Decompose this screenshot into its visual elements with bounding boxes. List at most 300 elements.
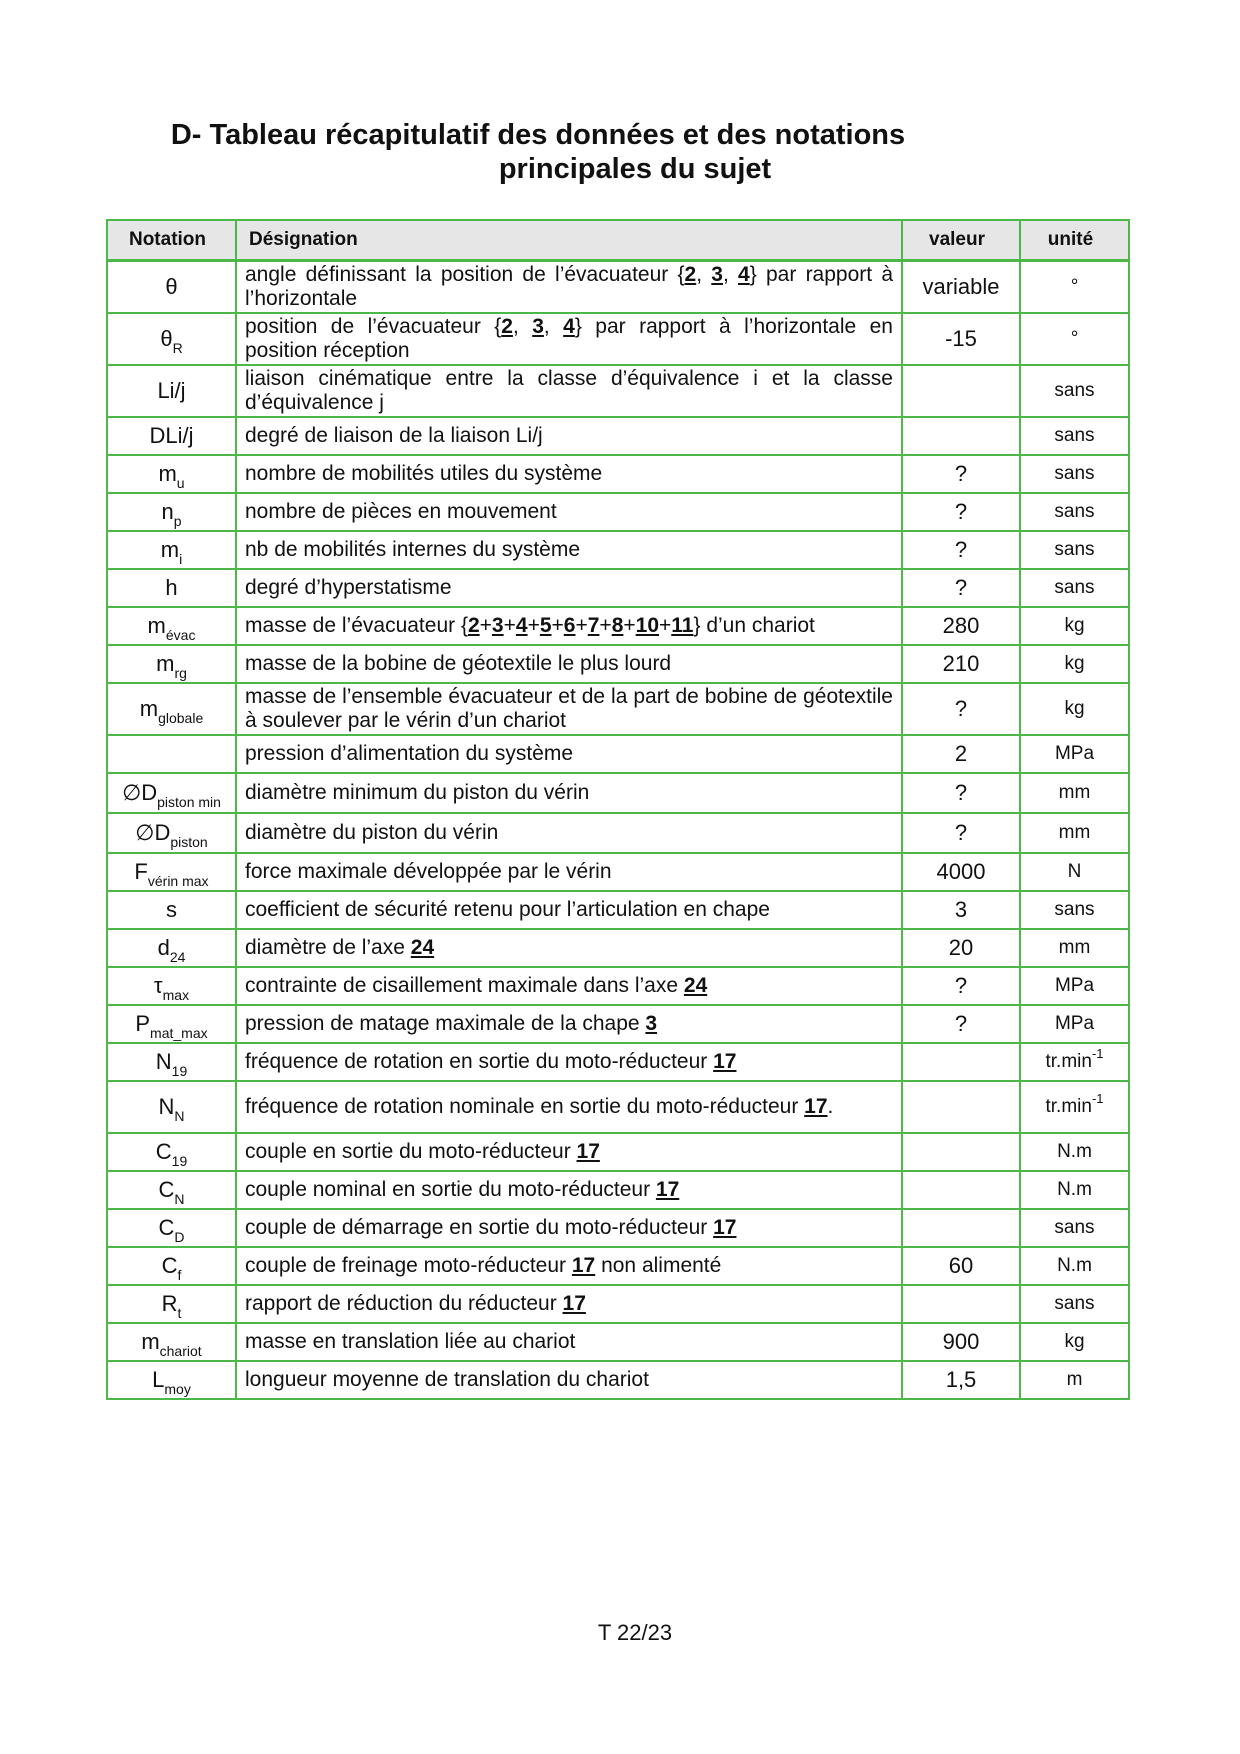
designation-cell <box>236 261 902 314</box>
notation-symbol: m <box>139 696 159 721</box>
unit-cell <box>1020 607 1129 645</box>
notation-subscript: p <box>173 513 182 529</box>
designation-cell <box>236 853 902 891</box>
unit-cell <box>1020 1209 1129 1247</box>
table-row <box>107 313 1129 365</box>
designation-cell <box>236 773 902 813</box>
table-row <box>107 813 1129 853</box>
notation-subscript: R <box>172 340 183 356</box>
notation-symbol: m <box>156 651 175 676</box>
notation-subscript: moy <box>164 1381 191 1397</box>
part-reference: 4 <box>563 315 575 338</box>
designation-text: masse de l’ensemble évacuateur et de la part de bobine de géotextile à soulever par le vérin d’un chariot <box>245 685 893 732</box>
notation-symbol: DLi/j <box>149 423 194 448</box>
table-row <box>107 261 1129 314</box>
designation-text: degré de liaison de la liaison Li/j <box>245 424 543 447</box>
table-row <box>107 1247 1129 1285</box>
header-unite: unité <box>1020 220 1129 261</box>
table-row <box>107 773 1129 813</box>
designation-text: degré d’hyperstatisme <box>245 576 452 599</box>
unit-cell <box>1020 261 1129 314</box>
notation-subscript: N <box>174 1108 185 1124</box>
notation-cell <box>107 683 236 735</box>
notation-cell <box>107 773 236 813</box>
part-reference: 6 <box>563 614 576 637</box>
unit-text: mm <box>1058 782 1091 803</box>
unit-cell <box>1020 1361 1129 1399</box>
designation-cell <box>236 735 902 773</box>
title-line-2: principales du sujet <box>498 153 772 185</box>
value-cell: -15 <box>902 313 1020 365</box>
unit-cell <box>1020 1247 1129 1285</box>
value-cell <box>902 1171 1020 1209</box>
table-header-row <box>107 220 1129 261</box>
value-cell <box>902 1285 1020 1323</box>
notation-cell <box>107 1247 236 1285</box>
unit-cell <box>1020 1005 1129 1043</box>
table-row <box>107 493 1129 531</box>
unit-text: sans <box>1054 539 1095 560</box>
unit-text: N.m <box>1057 1179 1092 1200</box>
notation-subscript: N <box>174 1191 185 1207</box>
unit-text: N.m <box>1057 1255 1092 1276</box>
unit-text: mm <box>1058 937 1091 958</box>
designation-text: rapport de réduction du réducteur <box>245 1292 563 1315</box>
unit-text: tr.min <box>1045 1096 1092 1117</box>
designation-cell <box>236 493 902 531</box>
designation-text: angle définissant la position de l’évacuateur { <box>245 263 685 286</box>
table-row <box>107 417 1129 455</box>
value-cell: ? <box>902 967 1020 1005</box>
notation-cell <box>107 1171 236 1209</box>
table-row <box>107 569 1129 607</box>
notation-cell <box>107 417 236 455</box>
part-reference: 17 <box>562 1292 586 1315</box>
designation-cell <box>236 891 902 929</box>
designation-cell <box>236 569 902 607</box>
table-row <box>107 645 1129 683</box>
notation-symbol: Li/j <box>157 378 186 403</box>
notation-symbol: d <box>157 935 170 960</box>
notation-subscript: 24 <box>169 949 186 965</box>
part-reference: 24 <box>410 936 435 959</box>
notation-symbol: m <box>158 461 177 486</box>
unit-superscript: -1 <box>1091 1046 1104 1061</box>
value-cell: 60 <box>902 1247 1020 1285</box>
value-cell <box>902 1209 1020 1247</box>
unit-text: sans <box>1054 463 1095 484</box>
unit-text: sans <box>1054 380 1095 401</box>
value-cell: ? <box>902 531 1020 569</box>
table-row <box>107 735 1129 773</box>
notation-symbol: m <box>147 613 166 638</box>
unit-cell <box>1020 813 1129 853</box>
notation-cell <box>107 365 236 417</box>
unit-cell <box>1020 683 1129 735</box>
part-reference: 3 <box>645 1012 658 1035</box>
part-reference: 17 <box>576 1140 600 1163</box>
designation-text: } par rapport à l’horizontale en position réception <box>245 315 893 362</box>
designation-cell <box>236 1171 902 1209</box>
notation-symbol: P <box>135 1011 151 1036</box>
notation-cell <box>107 455 236 493</box>
designation-text: masse de la bobine de géotextile le plus lourd <box>245 652 672 675</box>
designation-text: couple de démarrage en sortie du moto-réducteur <box>245 1216 714 1239</box>
designation-text: force maximale développée par le vérin <box>245 860 612 883</box>
designation-cell <box>236 967 902 1005</box>
part-reference: 4 <box>515 614 528 637</box>
notation-cell <box>107 853 236 891</box>
value-cell: ? <box>902 813 1020 853</box>
unit-text: N.m <box>1057 1141 1092 1162</box>
designation-text: + <box>623 614 636 637</box>
designation-text: + <box>527 614 540 637</box>
designation-text: } par rapport à l’horizontale <box>245 263 894 310</box>
notation-symbol: R <box>161 1291 178 1316</box>
page-title <box>150 118 990 186</box>
unit-text: sans <box>1054 1293 1095 1314</box>
part-reference: 17 <box>571 1254 596 1277</box>
notation-subscript: piston min <box>157 794 221 810</box>
unit-superscript: -1 <box>1091 1091 1104 1106</box>
notation-symbol: τ <box>153 973 163 998</box>
header-valeur: valeur <box>902 220 1020 261</box>
designation-text: + <box>575 614 588 637</box>
notation-cell <box>107 1209 236 1247</box>
notation-cell <box>107 735 236 773</box>
header-notation: Notation <box>107 220 236 261</box>
unit-cell <box>1020 531 1129 569</box>
value-cell: ? <box>902 1005 1020 1043</box>
designation-text: non alimenté <box>595 1254 722 1277</box>
unit-cell <box>1020 891 1129 929</box>
notation-symbol: C <box>158 1215 175 1240</box>
table-row <box>107 531 1129 569</box>
unit-cell <box>1020 645 1129 683</box>
unit-text: sans <box>1054 577 1095 598</box>
designation-text: nb de mobilités internes du système <box>245 538 581 561</box>
unit-cell <box>1020 967 1129 1005</box>
header-designation: Désignation <box>236 220 902 261</box>
notation-cell <box>107 1043 236 1081</box>
value-cell: ? <box>902 455 1020 493</box>
designation-cell <box>236 1323 902 1361</box>
table-row <box>107 1361 1129 1399</box>
part-reference: 5 <box>539 614 552 637</box>
notation-cell <box>107 1323 236 1361</box>
designation-text: pression de matage maximale de la chape <box>245 1012 646 1035</box>
unit-cell <box>1020 1133 1129 1171</box>
value-cell: 20 <box>902 929 1020 967</box>
notation-symbol: θ <box>160 326 173 351</box>
unit-text: kg <box>1064 1331 1085 1352</box>
notation-cell <box>107 493 236 531</box>
designation-text: diamètre de l’axe <box>245 936 411 959</box>
notation-symbol: F <box>134 859 148 884</box>
designation-text: nombre de pièces en mouvement <box>245 500 557 523</box>
notation-symbol: m <box>160 537 180 562</box>
value-cell: ? <box>902 683 1020 735</box>
unit-cell <box>1020 455 1129 493</box>
notation-cell <box>107 1285 236 1323</box>
part-reference: 4 <box>738 263 750 286</box>
designation-cell <box>236 607 902 645</box>
designation-cell <box>236 1005 902 1043</box>
unit-cell <box>1020 1323 1129 1361</box>
table-row <box>107 853 1129 891</box>
unit-cell <box>1020 929 1129 967</box>
notation-cell <box>107 1133 236 1171</box>
notation-symbol: C <box>155 1139 172 1164</box>
unit-text: MPa <box>1054 743 1095 764</box>
designation-text: diamètre du piston du vérin <box>245 821 499 844</box>
designation-cell <box>236 645 902 683</box>
designation-text: coefficient de sécurité retenu pour l’articulation en chape <box>245 898 770 921</box>
designation-text: , <box>512 315 533 338</box>
notation-cell <box>107 607 236 645</box>
table-row <box>107 365 1129 417</box>
table-row <box>107 1043 1129 1081</box>
notation-cell <box>107 891 236 929</box>
value-cell <box>902 1133 1020 1171</box>
part-reference: 2 <box>467 614 480 637</box>
value-cell <box>902 1081 1020 1133</box>
table-row <box>107 1285 1129 1323</box>
designation-cell <box>236 1081 902 1133</box>
notation-symbol: m <box>141 1329 160 1354</box>
designation-cell <box>236 1209 902 1247</box>
value-cell: 280 <box>902 607 1020 645</box>
notation-subscript: 19 <box>171 1063 188 1079</box>
designation-text: pression d’alimentation du système <box>245 742 574 765</box>
part-reference: 11 <box>671 614 694 637</box>
notation-symbol: C <box>158 1177 175 1202</box>
designation-cell <box>236 813 902 853</box>
designation-text: liaison cinématique entre la classe d’équivalence i et la classe d’équivalence j <box>245 367 893 414</box>
unit-text: mm <box>1058 822 1091 843</box>
unit-text: MPa <box>1054 975 1095 996</box>
designation-text: , <box>543 315 564 338</box>
value-cell: ? <box>902 773 1020 813</box>
unit-cell <box>1020 313 1129 365</box>
designation-cell <box>236 1043 902 1081</box>
designation-text: masse en translation liée au chariot <box>245 1330 576 1353</box>
table-row <box>107 967 1129 1005</box>
notation-symbol: L <box>152 1367 165 1392</box>
unit-cell <box>1020 853 1129 891</box>
value-cell: ? <box>902 493 1020 531</box>
part-reference: 17 <box>713 1216 737 1239</box>
designation-text: + <box>551 614 564 637</box>
table-row <box>107 1133 1129 1171</box>
table-row <box>107 929 1129 967</box>
unit-cell <box>1020 773 1129 813</box>
notation-cell <box>107 967 236 1005</box>
notations-table <box>106 219 1130 1400</box>
notation-cell <box>107 645 236 683</box>
part-reference: 2 <box>684 263 697 286</box>
notation-subscript: D <box>174 1229 185 1245</box>
designation-text: diamètre minimum du piston du vérin <box>245 781 590 804</box>
value-cell: 3 <box>902 891 1020 929</box>
unit-text: sans <box>1054 501 1095 522</box>
part-reference: 24 <box>683 974 708 997</box>
table-row <box>107 1005 1129 1043</box>
table-body <box>107 261 1129 1400</box>
page-number: T 22/23 <box>597 1620 673 1645</box>
designation-text: , <box>722 263 739 286</box>
notation-cell <box>107 929 236 967</box>
designation-cell <box>236 1247 902 1285</box>
value-cell <box>902 417 1020 455</box>
table-row <box>107 1323 1129 1361</box>
notation-symbol: N <box>158 1094 175 1119</box>
unit-cell <box>1020 1171 1129 1209</box>
part-reference: 3 <box>711 263 723 286</box>
notation-subscript: évac <box>165 627 196 643</box>
designation-text: fréquence de rotation en sortie du moto-réducteur <box>245 1050 714 1073</box>
part-reference: 2 <box>501 315 513 338</box>
part-reference: 17 <box>804 1095 828 1118</box>
notation-subscript: rg <box>174 665 187 681</box>
designation-text: + <box>599 614 612 637</box>
unit-cell <box>1020 1081 1129 1133</box>
notation-subscript: max <box>162 987 190 1003</box>
unit-cell <box>1020 735 1129 773</box>
value-cell: 210 <box>902 645 1020 683</box>
designation-cell <box>236 313 902 365</box>
value-cell: 4000 <box>902 853 1020 891</box>
designation-cell <box>236 417 902 455</box>
designation-text: + <box>503 614 516 637</box>
notation-symbol: ∅D <box>122 780 158 805</box>
unit-text: kg <box>1064 615 1085 636</box>
notation-cell <box>107 569 236 607</box>
notation-subscript: chariot <box>159 1343 202 1359</box>
designation-text: + <box>659 614 672 637</box>
part-reference: 3 <box>491 614 504 637</box>
notation-symbol: N <box>155 1049 172 1074</box>
unit-cell <box>1020 569 1129 607</box>
unit-cell <box>1020 417 1129 455</box>
notation-subscript: t <box>177 1305 182 1321</box>
unit-text: kg <box>1064 653 1085 674</box>
designation-cell <box>236 365 902 417</box>
unit-text: tr.min <box>1045 1051 1092 1072</box>
notation-subscript: mat_max <box>150 1025 208 1041</box>
title-line-1: D- Tableau récapitulatif des données et des notations <box>170 119 906 151</box>
table-row <box>107 607 1129 645</box>
notation-cell <box>107 1005 236 1043</box>
notation-subscript: u <box>176 475 185 491</box>
part-reference: 17 <box>655 1178 680 1201</box>
notation-symbol: ∅D <box>135 820 171 845</box>
unit-cell <box>1020 1285 1129 1323</box>
part-reference: 10 <box>635 614 659 637</box>
unit-cell <box>1020 1043 1129 1081</box>
designation-text: nombre de mobilités utiles du système <box>245 462 603 485</box>
notation-subscript: vérin max <box>147 873 209 889</box>
notation-cell <box>107 531 236 569</box>
notation-subscript: 19 <box>171 1153 188 1169</box>
unit-text: MPa <box>1054 1013 1095 1034</box>
designation-text: couple nominal en sortie du moto-réducteur <box>245 1178 656 1201</box>
table-row <box>107 683 1129 735</box>
unit-text: sans <box>1054 1217 1095 1238</box>
designation-text: couple en sortie du moto-réducteur <box>245 1140 577 1163</box>
designation-text: . <box>827 1095 834 1118</box>
table-row <box>107 455 1129 493</box>
notation-cell <box>107 1361 236 1399</box>
table-row <box>107 1209 1129 1247</box>
table-row <box>107 1171 1129 1209</box>
part-reference: 3 <box>532 315 544 338</box>
notation-symbol: n <box>161 499 174 524</box>
unit-text: sans <box>1054 899 1095 920</box>
designation-cell <box>236 1285 902 1323</box>
part-reference: 8 <box>611 614 624 637</box>
notation-symbol: θ <box>165 274 178 299</box>
designation-cell <box>236 531 902 569</box>
value-cell <box>902 1043 1020 1081</box>
unit-text: m <box>1066 1369 1083 1390</box>
table-row <box>107 891 1129 929</box>
unit-cell <box>1020 493 1129 531</box>
designation-cell <box>236 1133 902 1171</box>
designation-text: contrainte de cisaillement maximale dans l’axe <box>245 974 684 997</box>
unit-cell <box>1020 365 1129 417</box>
designation-text: + <box>479 614 492 637</box>
value-cell: 900 <box>902 1323 1020 1361</box>
value-cell: 2 <box>902 735 1020 773</box>
value-cell: ? <box>902 569 1020 607</box>
designation-text: position de l’évacuateur { <box>245 315 502 338</box>
designation-cell <box>236 683 902 735</box>
designation-text: masse de l’évacuateur { <box>245 614 468 637</box>
part-reference: 17 <box>713 1050 737 1073</box>
designation-cell <box>236 929 902 967</box>
designation-cell <box>236 1361 902 1399</box>
unit-text: N <box>1067 861 1082 882</box>
notation-subscript: i <box>179 551 183 567</box>
notation-subscript: piston <box>170 834 208 850</box>
unit-text: sans <box>1054 425 1095 446</box>
designation-text: couple de freinage moto-réducteur <box>245 1254 572 1277</box>
designation-text: , <box>696 263 712 286</box>
notation-symbol: h <box>165 575 178 600</box>
notation-subscript: f <box>177 1267 182 1283</box>
value-cell <box>902 365 1020 417</box>
unit-text: kg <box>1064 698 1085 719</box>
notation-cell <box>107 1081 236 1133</box>
value-cell: 1,5 <box>902 1361 1020 1399</box>
notation-cell <box>107 313 236 365</box>
notation-cell <box>107 261 236 314</box>
notation-cell <box>107 813 236 853</box>
value-cell: variable <box>902 261 1020 314</box>
part-reference: 7 <box>587 614 600 637</box>
table-row <box>107 1081 1129 1133</box>
designation-cell <box>236 455 902 493</box>
notation-symbol: C <box>161 1253 178 1278</box>
designation-text: } d’un chariot <box>693 614 815 637</box>
notation-symbol: s <box>166 897 177 922</box>
designation-text: longueur moyenne de translation du chariot <box>245 1368 649 1391</box>
designation-text: fréquence de rotation nominale en sortie du moto-réducteur <box>245 1095 805 1118</box>
unit-text: ° <box>1070 276 1079 297</box>
notation-subscript: globale <box>158 710 204 726</box>
unit-text: ° <box>1070 328 1079 349</box>
